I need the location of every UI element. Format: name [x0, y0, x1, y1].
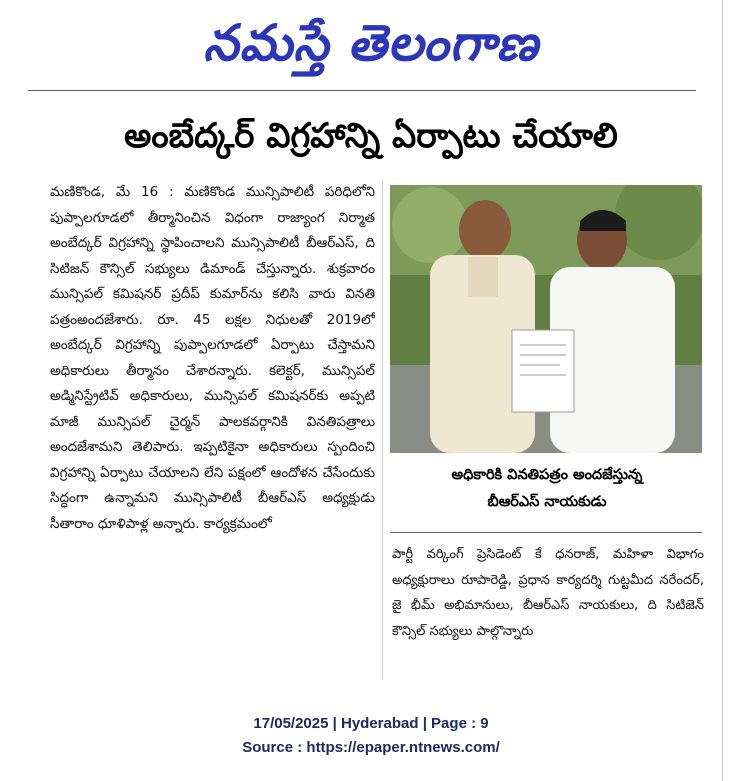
- column-divider: [382, 180, 383, 680]
- article-headline: అంబేద్కర్ విగ్రహాన్ని ఏర్పాటు చేయాలి: [124, 116, 618, 156]
- clipping-footer: [0, 712, 742, 772]
- photo-caption-line2: బీఆర్ఎస్ నాయకుడు: [487, 494, 607, 510]
- photo-illustration: [390, 185, 702, 453]
- masthead-divider: [28, 90, 696, 91]
- newspaper-masthead: నమస్తే తెలంగాణ: [203, 13, 539, 72]
- article-body-left-column: [50, 180, 375, 700]
- photo-caption: [397, 462, 697, 522]
- clipping-border: [722, 0, 723, 781]
- source-link[interactable]: Source : https://epaper.ntnews.com/: [242, 739, 500, 756]
- edition-info: 17/05/2025 | Hyderabad | Page : 9: [253, 715, 489, 732]
- article-photo: [390, 185, 702, 453]
- article-paragraph: మణికొండ, మే 16 : మణికొండ మున్సిపాలిటీ పరిధిలోని పుప్పాలగూడలో తీర్మానించిన విధంగా రాజ్యాంగ నిర్మాత అంబేద్కర్ విగ్రహాన్ని స్థాపించాలని మున్సిపాలిటీ బీఆర్ఎస్, ది సిటిజన్ కౌన్సిల్ సభ్యులు డిమాండ్ చేస్తున్నారు. శుక్రవారం మున్సిపల్ కమిషనర్ ప్రదీప్ కుమార్‌ను కలిసి వారు వినతి పత్రంఅందజేశారు. రూ. 45 లక్షల నిధులతో 2019లో అంబేద్కర్ విగ్రహాన్ని పుప్పాలగూడలో ఏర్పాటు చేస్తామని అధికారులు తీర్మానం చేశారన్నారు. కలెక్టర్, మున్సిపల్ అడ్మినిస్ట్రేటివ్ అధికారులు, మున్సిపల్ కమిషనర్‌కు అప్పటి మాజీ మున్సిపల్ చైర్మన్ పాలకవర్గానికి వినతిపత్రాలు అందజేశామని తెలిపారు. ఇప్పటికైనా అధికారులు స్పందించి విగ్రహాన్ని ఏర్పాటు చేయాలని లేని పక్షంలో ఆందోళన చేసేందుకు సిద్ధంగా ఉన్నామని మున్సిపాలిటీ బీఆర్ఎస్ అధ్యక్షుడు సీతారాం ధూళిపాళ్ల అన్నారు. కార్యక్రమంలో: [50, 184, 375, 532]
- article-paragraph-continued: పార్టీ వర్కింగ్ ప్రెసిడెంట్ కే ధనరాజ్, మహిళా విభాగం అధ్యక్షురాలు రూపారెడ్డి, ప్రధాన కార్యదర్శి గుట్టమీద నరేందర్, జై భీమ్ అభిమానులు, బీఆర్ఎస్ నాయకులు, ది సిటిజెన్ కౌన్సిల్ సభ్యులు పాల్గొన్నారు: [392, 547, 704, 639]
- caption-divider: [390, 532, 702, 533]
- photo-caption-line1: అధికారికి వినతిపత్రం అందజేస్తున్న: [451, 467, 643, 483]
- article-body-right-column: [392, 542, 704, 677]
